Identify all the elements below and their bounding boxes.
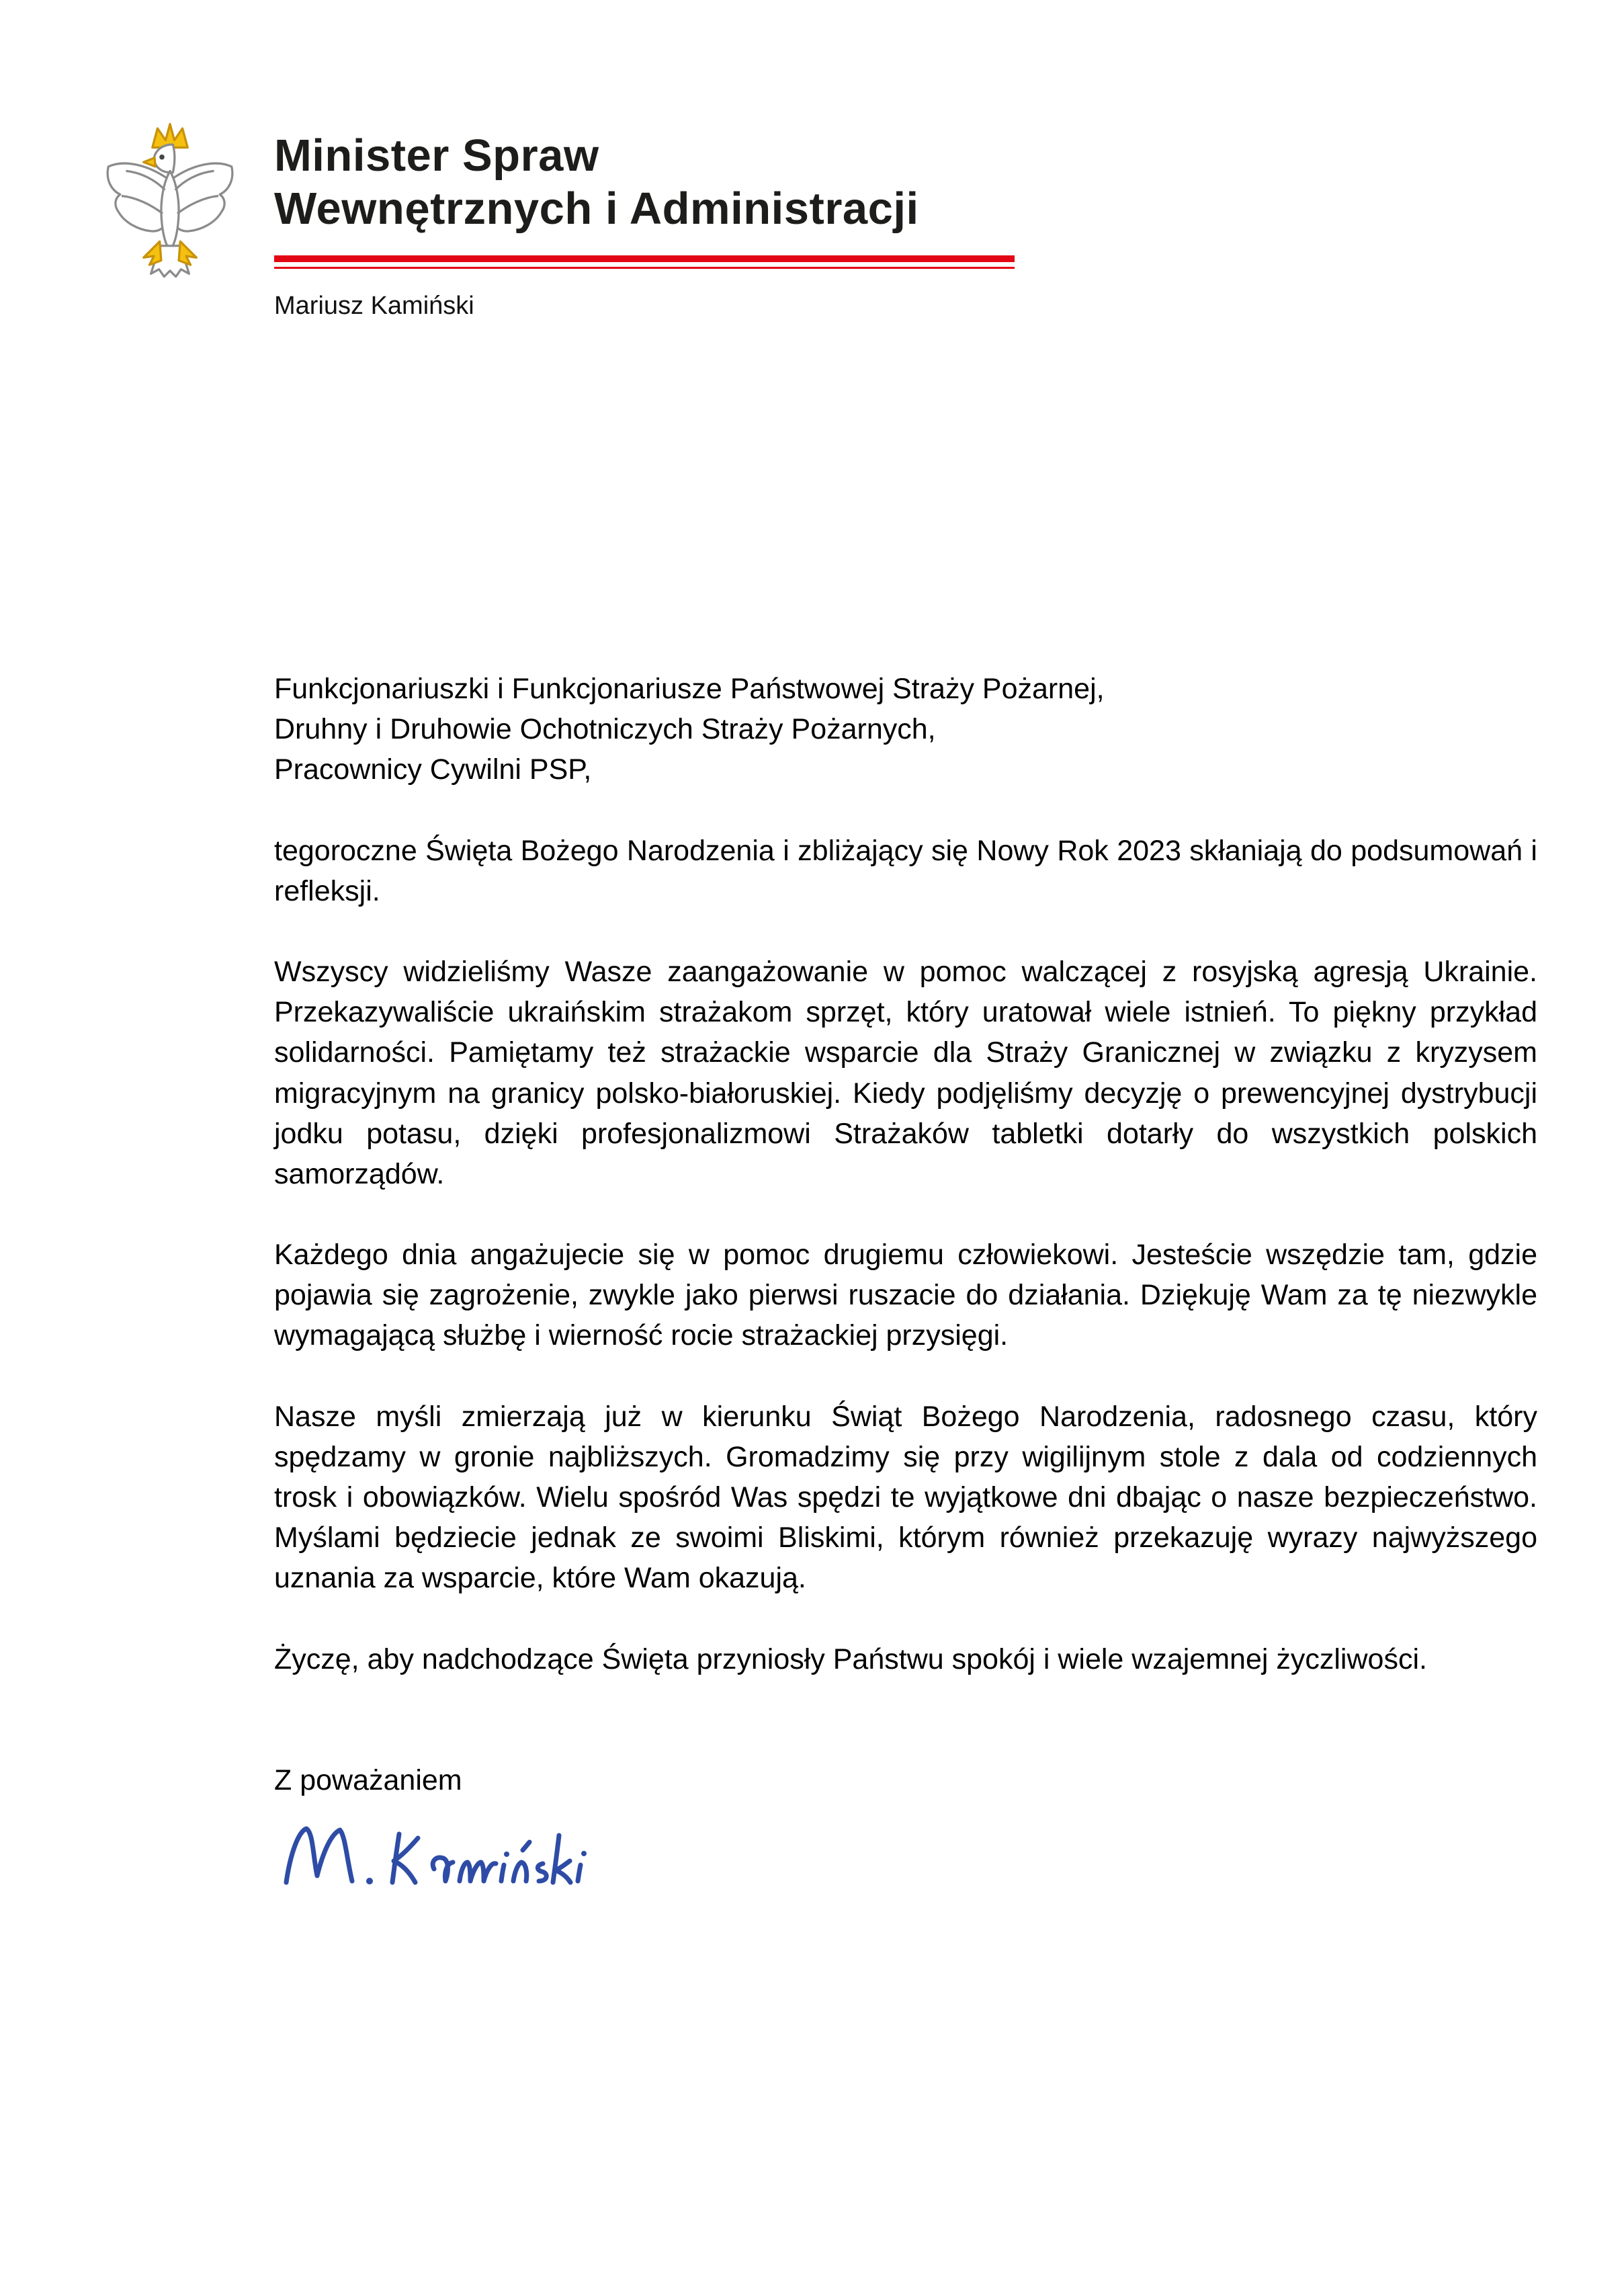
red-divider [274,255,1015,269]
salutation [274,669,1537,790]
salutation-line-3: Pracownicy Cywilni PSP, [274,753,592,786]
red-divider-thin [274,267,1015,269]
closing-salutation: Z poważaniem [274,1763,462,1796]
salutation-line-1: Funkcjonariuszki i Funkcjonariusze Państwowej Straży Pożarnej, [274,673,1105,705]
signature-image [274,1815,650,1903]
red-divider-thick [274,255,1015,262]
ministry-title-line2: Wewnętrznych i Administracji [274,183,919,235]
paragraph-2: Wszyscy widzieliśmy Wasze zaangażowanie w pomoc walczącej z rosyjską agresją Ukrainie. Przekazywaliście ukraińskim strażakom sprzęt, który uratował wiele istnień. To piękny przykład solidarności. Pamiętamy też strażackie wsparcie dla Straży Granicznej w związku z kryzysem migracyjnym na granicy polsko-białoruskiej. Kiedy podjęliśmy decyzję o prewencyjnej dystrybucji jodku potasu, dzięki profesjonalizmowi Strażaków tabletki dotarły do wszystkich polskich samorządów. [274,955,1537,1190]
ministry-title-line1: Minister Spraw [274,130,599,181]
paragraph-5: Życzę, aby nadchodzące Święta przyniosły Państwu spokój i wiele wzajemnej życzliwości. [274,1643,1427,1675]
paragraph-3: Każdego dnia angażujecie się w pomoc drugiemu człowiekowi. Jesteście wszędzie tam, gdzie pojawia się zagrożenie, zwykle jako pierwsi ruszacie do działania. Dziękuję Wam za tę niezwykle wymagającą służbę i wierność rocie strażackiej przysięgi. [274,1239,1537,1352]
letter-content [274,669,1537,1903]
paragraph-4: Nasze myśli zmierzają już w kierunku Świąt Bożego Narodzenia, radosnego czasu, który spędzamy w gronie najbliższych. Gromadzimy się przy wigilijnym stole z dala od codziennych trosk i obowiązków. Wielu spośród Was spędzi te wyjątkowe dni dbając o nasze bezpieczeństwo. Myślami będziecie jednak ze swoimi Bliskimi, którym również przekazuję wyrazy najwyższego uznania za wsparcie, które Wam okazują. [274,1400,1537,1595]
ministry-title-block [274,129,1282,321]
salutation-line-2: Druhny i Druhowie Ochotniczych Straży Pożarnych, [274,713,936,746]
paragraph-1: tegoroczne Święta Bożego Narodzenia i zbliżający się Nowy Rok 2023 skłaniają do podsumowań i refleksji. [274,834,1537,907]
polish-eagle-emblem-icon [95,120,245,296]
official-name: Mariusz Kamiński [274,292,474,321]
